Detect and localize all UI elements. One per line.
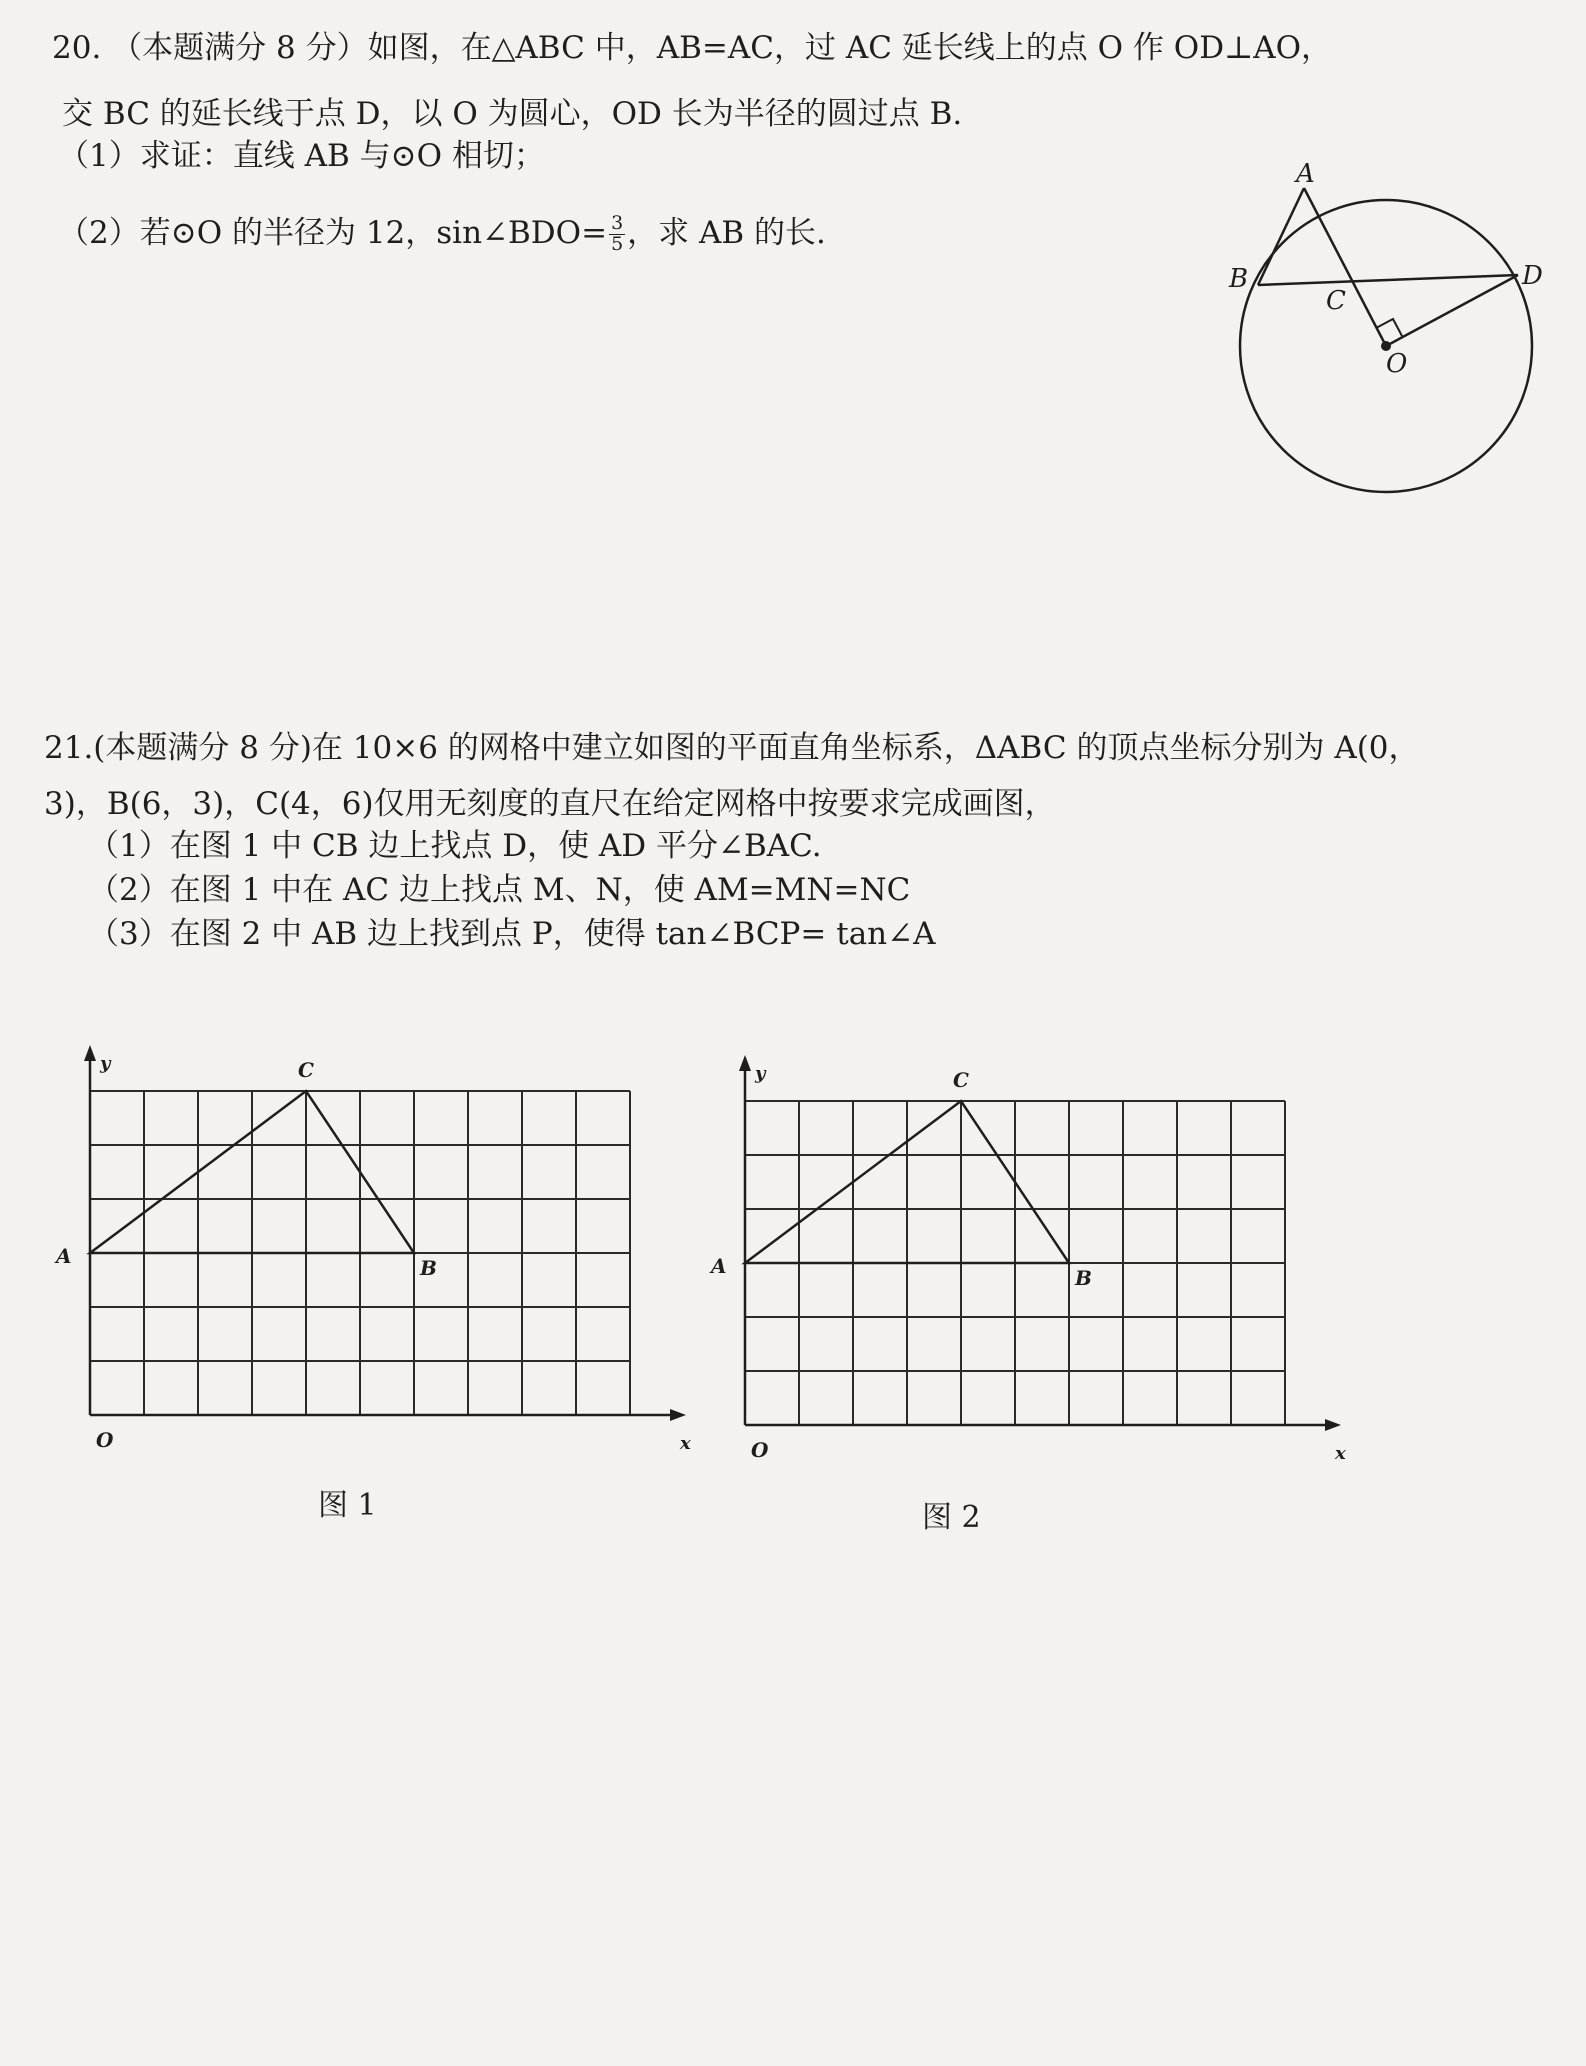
grid-figure-2 — [695, 1050, 1355, 1470]
fig1-label-c: C — [298, 1058, 314, 1082]
fig2-label-b: B — [1075, 1266, 1092, 1290]
q21-part1: （1）在图 1 中 CB 边上找点 D，使 AD 平分∠BAC. — [88, 828, 822, 864]
q20-part1: （1）求证：直线 AB 与⊙O 相切； — [58, 138, 545, 174]
fig1-y-arrow — [84, 1045, 96, 1061]
q21-line2: 3)，B(6，3)，C(4，6)仅用无刻度的直尺在给定网格中按要求完成画图， — [44, 786, 1056, 822]
q20-line1: 20. （本题满分 8 分）如图，在△ABC 中，AB=AC，过 AC 延长线上的点 O 作 OD⊥AO， — [52, 30, 1333, 66]
q20-part2-suffix: ，求 AB 的长. — [627, 214, 826, 251]
q21-part2: （2）在图 1 中在 AC 边上找点 M、N，使 AM=MN=NC — [88, 872, 911, 908]
q20-frac-den: 5 — [611, 232, 624, 255]
q20-part2 — [58, 214, 826, 255]
q20-label-o: O — [1386, 349, 1408, 379]
fig1-label-y: y — [100, 1053, 111, 1074]
q20-label-a: A — [1296, 159, 1315, 189]
fig2-caption: 图 2 — [922, 1500, 981, 1535]
q21-line1: 21.(本题满分 8 分)在 10×6 的网格中建立如图的平面直角坐标系，ΔABC 的顶点坐标分别为 A(0， — [44, 730, 1420, 766]
q20-label-c: C — [1326, 286, 1346, 316]
fig1-label-a: A — [56, 1244, 72, 1268]
q21-part3: （3）在图 2 中 AB 边上找到点 P，使得 tan∠BCP= tan∠A — [88, 916, 936, 952]
fig2-label-y: y — [755, 1063, 766, 1084]
q20-frac-num: 3 — [611, 212, 624, 234]
q20-label-b: B — [1229, 264, 1249, 294]
q20-label-d: D — [1522, 261, 1543, 291]
fig1-caption: 图 1 — [318, 1488, 377, 1523]
fig2-label-c: C — [953, 1068, 969, 1092]
fig2-y-arrow — [739, 1055, 751, 1071]
q20-part2-prefix: （2）若⊙O 的半径为 12，sin∠BDO= — [58, 214, 608, 251]
fig2-x-arrow — [1325, 1419, 1341, 1431]
fig1-label-b: B — [420, 1256, 437, 1280]
q20-circle-figure — [1220, 160, 1560, 500]
fig2-label-origin: O — [751, 1438, 769, 1462]
grid-figure-1 — [40, 1040, 700, 1460]
fig1-label-origin: O — [96, 1428, 114, 1452]
fig2-label-a: A — [711, 1254, 727, 1278]
q20-fraction — [609, 214, 625, 255]
q20-line2: 交 BC 的延长线于点 D，以 O 为圆心，OD 长为半径的圆过点 B. — [62, 96, 963, 132]
fig2-label-x: x — [1335, 1443, 1346, 1464]
fig1-label-x: x — [680, 1433, 691, 1454]
fig1-x-arrow — [670, 1409, 686, 1421]
